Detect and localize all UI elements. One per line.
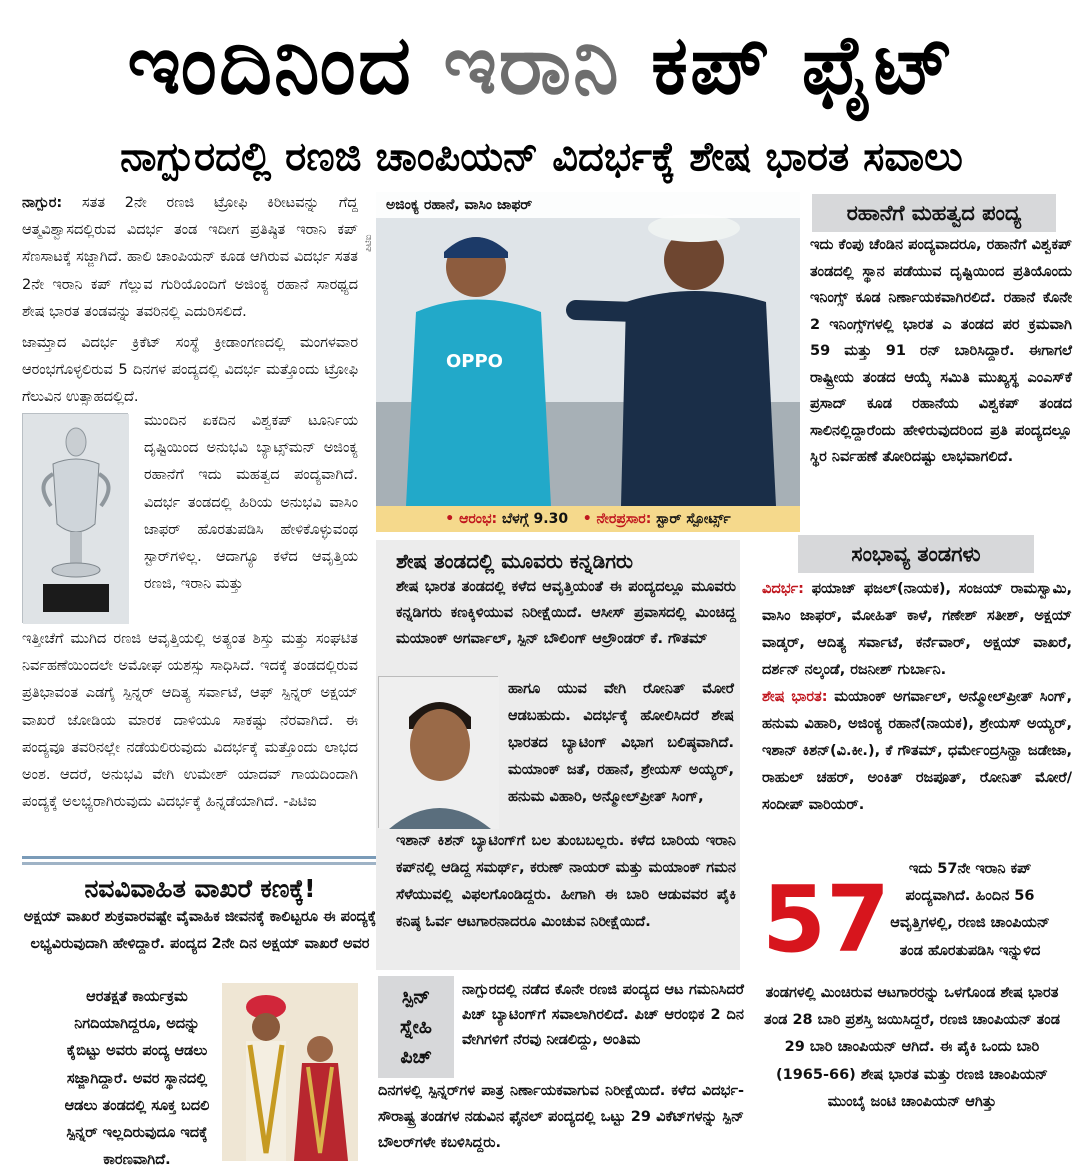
broadcast-label: • ನೇರಪ್ರಸಾರ: — [582, 511, 652, 527]
fact-text-top: ಇದು 57ನೇ ಇರಾನಿ ಕಪ್ ಪಂದ್ಯವಾಗಿದೆ. ಹಿಂದಿನ 56 ಆವೃತ್ತಿಗಳಲ್ಲಿ, ರಣಜಿ ಚಾಂಪಿಯನ್ ತಂಡ ಹೊರತುಪಡಿಸಿ ಇನ್ನುಳಿದ — [890, 861, 1050, 959]
shesha-text-1: ಶೇಷ ಭಾರತ ತಂಡದಲ್ಲಿ ಕಳೆದ ಆವೃತ್ತಿಯಂತೆ ಈ ಪಂದ್ಯದಲ್ಲೂ ಮೂವರು ಕನ್ನಡಿಗರು ಕಣಕ್ಕಿಳಿಯುವ ನಿರೀಕ್ಷೆಯಿದೆ. ಆಸೀಸ್ ಪ್ರವಾಸದಲ್ಲಿ ಮಿಂಚಿದ್ದ ಮಯಾಂಕ್ ಅಗರ್ವಾಲ್, ಸ್ಪಿನ್ ಬೌಲಿಂಗ್ ಆಲ್ರೌಂಡರ್ ಕೆ. ಗೌತಮ್ — [396, 579, 736, 647]
rahane-box-title: ರಹಾನೆಗೆ ಮಹತ್ವದ ಪಂದ್ಯ — [812, 194, 1056, 232]
shesha-label: ಶೇಷ ಭಾರತ: — [762, 689, 828, 705]
story-paragraph-2: ಜಾಮ್ತಾದ ವಿದರ್ಭ ಕ್ರಿಕೆಟ್ ಸಂಸ್ಥೆ ಕ್ರೀಡಾಂಗಣದಲ್ಲಿ ಮಂಗಳವಾರ ಆರಂಭಗೊಳ್ಳಲಿರುವ 5 ದಿನಗಳ ಪಂದ್ಯದಲ್ಲಿ ವಿದರ್ಭ ಮತ್ತೊಂದು ಟ್ರೋಫಿ ಗೆಲುವಿನ ಉತ್ಸಾಹದಲ್ಲಿದೆ. — [22, 335, 358, 406]
dateline: ನಾಗ್ಪುರ: — [22, 195, 63, 211]
vidarbha-players: ಫಯಾಜ್ ಫಜಲ್(ನಾಯಕ), ಸಂಜಯ್ ರಾಮಸ್ವಾಮಿ, ವಾಸಿಂ ಜಾಫರ್, ಮೋಹಿತ್ ಕಾಳೆ, ಗಣೇಶ್ ಸತೀಶ್, ಅಕ್ಷಯ್ ವಾಡ್ಕರ್, ಆದಿತ್ಯ ಸರ್ವಾಟೆ, ಕರ್ನೆವಾರ್, ಅಕ್ಷಯ್ ವಾಖರೆ, ದರ್ಶನ್ ನಲ್ಕಂಡೆ, ರಜನೀಶ್ ಗುರ್ಬಾನಿ. — [762, 581, 1072, 678]
spin-title-line3: ಪಿಚ್ — [400, 1046, 432, 1068]
spin-text-bottom: ದಿನಗಳಲ್ಲಿ ಸ್ಪಿನ್ನರ್‌ಗಳ ಪಾತ್ರ ನಿರ್ಣಾಯಕವಾಗುವ ನಿರೀಕ್ಷೆಯಿದೆ. ಕಳೆದ ವಿದರ್ಭ-ಸೌರಾಷ್ಟ್ರ ತಂಡಗಳ ನಡುವಿನ ಫೈನಲ್ ಪಂದ್ಯದಲ್ಲಿ ಒಟ್ಟು 29 ವಿಕೆಟ್‌ಗಳನ್ನು ಸ್ಪಿನ್ ಬೌಲರ್‌ಗಳೇ ಕಬಳಿಸಿದ್ದರು. — [378, 1083, 744, 1151]
main-story-intro — [22, 190, 358, 414]
spin-title-line2: ಸ್ನೇಹಿ — [400, 1016, 432, 1038]
wedding-couple-icon — [222, 983, 358, 1161]
trophy-photo — [22, 413, 128, 623]
spin-pitch-title — [378, 976, 454, 1078]
match-info-strip — [376, 506, 800, 532]
vidarbha-label: ವಿದರ್ಭ: — [762, 581, 804, 597]
headline-part3: ಕಪ್ ಫೈಟ್ — [651, 18, 956, 113]
main-photo — [376, 192, 800, 506]
shesha-box-title: ಶೇಷ ತಂಡದಲ್ಲಿ ಮೂವರು ಕನ್ನಡಿಗರು — [396, 549, 633, 573]
players-photo-icon — [376, 192, 800, 506]
wedding-text-1: ಅಕ್ಷಯ್ ವಾಖರೆ ಶುಕ್ರವಾರವಷ್ಟೇ ವೈವಾಹಿಕ ಜೀವನಕ್ಕೆ ಕಾಲಿಟ್ಟರೂ ಈ ಪಂದ್ಯಕ್ಕೆ ಲಭ್ಯವಿರುವುದಾಗಿ ಹೇಳಿದ್ದಾರೆ. ಪಂದ್ಯದ 2ನೇ ದಿನ ಅಕ್ಷಯ್ ವಾಖರೆ ಅವರ — [23, 909, 377, 953]
broadcast-value: ಸ್ಟಾರ್ ಸ್ಪೋರ್ಟ್ಸ್ — [656, 511, 731, 527]
probable-teams-title: ಸಂಭಾವ್ಯ ತಂಡಗಳು — [798, 535, 1034, 573]
rahane-box-text: ಇದು ಕೆಂಪು ಚೆಂಡಿನ ಪಂದ್ಯವಾದರೂ, ರಹಾನೆಗೆ ವಿಶ್ವಕಪ್ ತಂಡದಲ್ಲಿ ಸ್ಥಾನ ಪಡೆಯುವ ದೃಷ್ಟಿಯಿಂದ ಪ್ರತಿಯೊಂದು ಇನಿಂಗ್ಸ್ ಕೂಡ ನಿರ್ಣಾಯಕವಾಗಿರಲಿದೆ. ರಹಾನೆ ಕೊನೇ 2 ಇನಿಂಗ್ಸ್‌ಗಳಲ್ಲಿ ಭಾರತ ಎ ತಂಡದ ಪರ ಕ್ರಮವಾಗಿ 59 ಮತ್ತು 91 ರನ್ ಬಾರಿಸಿದ್ದಾರೆ. ಈಗಾಗಲೆ ರಾಷ್ಟ್ರೀಯ ತಂಡದ ಆಯ್ಕೆ ಸಮಿತಿ ಮುಖ್ಯಸ್ಥ ಎಂಎಸ್‌ಕೆ ಪ್ರಸಾದ್ ಕೂಡ ರಹಾನೆಯ ವಿಶ್ವಕಪ್ ತಂಡದ ಸಾಲಿನಲ್ಲಿದ್ದಾರೆಂದು ಹೇಳಿರುವುದರಿಂದ ಪ್ರತಿ ಪಂದ್ಯದಲ್ಲೂ ಸ್ಥಿರ ನಿರ್ವಹಣೆ ತೋರಿದಷ್ಟು ಲಾಭವಾಗಲಿದೆ. — [810, 237, 1072, 465]
section-divider — [22, 856, 378, 859]
wedding-text-2: ಆರತಕ್ಷತೆ ಕಾರ್ಯಕ್ರಮ ನಿಗದಿಯಾಗಿದ್ದರೂ, ಅದನ್ನು ಕೈಬಿಟ್ಟು ಅವರು ಪಂದ್ಯ ಆಡಲು ಸಜ್ಜಾಗಿದ್ದಾರೆ. ಅವರ ಸ್ಥಾನದಲ್ಲಿ ಆಡಲು ತಂಡದಲ್ಲಿ ಸೂಕ್ತ ಬದಲಿ ಸ್ಪಿನ್ನರ್ ಇಲ್ಲದಿರುವುದೂ ಇದಕ್ಕೆ ಕಾರಣವಾಗಿದೆ. — [64, 989, 210, 1169]
main-headline — [0, 6, 1083, 126]
photo-credit: ಪಿಟಿಐ — [364, 234, 374, 252]
start-value: ಬೆಳಗ್ಗೆ 9.30 — [502, 511, 569, 527]
story-paragraph-1: ಸತತ 2ನೇ ರಣಜಿ ಟ್ರೋಫಿ ಕಿರೀಟವನ್ನು ಗೆದ್ದ ಆತ್ಮವಿಶ್ವಾಸದಲ್ಲಿರುವ ವಿದರ್ಭ ತಂಡ ಇದೀಗ ಪ್ರತಿಷ್ಠಿತ ಇರಾನಿ ಕಪ್ ಸೆಣಸಾಟಕ್ಕೆ ಸಜ್ಜಾಗಿದೆ. ಹಾಲಿ ಚಾಂಪಿಯನ್ ಕೂಡ ಆಗಿರುವ ವಿದರ್ಭ ಸತತ 2ನೇ ಇರಾನಿ ಕಪ್ ಗೆಲ್ಲುವ ಗುರಿಯೊಂದಿಗೆ ಅಜಿಂಕ್ಯ ರಹಾನೆ ಸಾರಥ್ಯದ ಶೇಷ ಭಾರತ ತಂಡವನ್ನು ತವರಿನಲ್ಲಿ ಎದುರಿಸಲಿದೆ. — [22, 195, 358, 320]
spin-title-line1: ಸ್ಪಿನ್ — [401, 986, 431, 1008]
wedding-box-title: ನವವಿವಾಹಿತ ವಾಖರೆ ಕಣಕ್ಕೆ! — [22, 862, 378, 910]
player-portrait-icon — [379, 677, 499, 829]
sub-headline: ನಾಗ್ಪುರದಲ್ಲಿ ರಣಜಿ ಚಾಂಪಿಯನ್ ವಿದರ್ಭಕ್ಕೆ ಶೇಷ ಭಾರತ ಸವಾಲು — [120, 134, 963, 180]
jersey-text: OPPO — [446, 351, 503, 372]
fact-number: 57 — [762, 866, 891, 973]
shesha-text-3: ಇಶಾನ್ ಕಿಶನ್ ಬ್ಯಾಟಿಂಗ್‌ಗೆ ಬಲ ತುಂಬಬಲ್ಲರು. ಕಳೆದ ಬಾರಿಯ ಇರಾನಿ ಕಪ್‌ನಲ್ಲಿ ಆಡಿದ್ದ ಸಮರ್ಥ್, ಕರುಣ್ ನಾಯರ್ ಮತ್ತು ಮಯಾಂಕ್ ಗಮನ ಸೆಳೆಯುವಲ್ಲಿ ವಿಫಲಗೊಂಡಿದ್ದರು. ಹೀಗಾಗಿ ಈ ಬಾರಿ ಆಡುವವರ ಪೈಕಿ ಕನಿಷ್ಠ ಓರ್ವ ಆಟಗಾರನಾದರೂ ಮಿಂಚುವ ನಿರೀಕ್ಷೆಯಿದೆ. — [396, 833, 736, 930]
headline-part2: ಇರಾನಿ — [443, 18, 621, 113]
spin-text-top: ನಾಗ್ಪುರದಲ್ಲಿ ನಡೆದ ಕೊನೇ ರಣಜಿ ಪಂದ್ಯದ ಆಟ ಗಮನಿಸಿದರೆ ಪಿಚ್ ಬ್ಯಾಟಿಂಗ್‌ಗೆ ಸವಾಲಾಗಿರಲಿದೆ. ಪಿಚ್ ಆರಂಭಿಕ 2 ದಿನ ವೇಗಿಗಳಿಗೆ ನೆರವು ನೀಡಲಿದ್ದು, ಅಂತಿಮ — [462, 982, 744, 1048]
story-paragraph-3b: ಇತ್ತೀಚೆಗೆ ಮುಗಿದ ರಣಜಿ ಆವೃತ್ತಿಯಲ್ಲಿ ಅತ್ಯಂತ ಶಿಸ್ತು ಮತ್ತು ಸಂಘಟಿತ ನಿರ್ವಹಣೆಯಿಂದಲೇ ಅಮೋಘ ಯಶಸ್ಸು ಸಾಧಿಸಿದೆ. ಇದಕ್ಕೆ ತಂಡದಲ್ಲಿರುವ ಪ್ರತಿಭಾವಂತ ಎಡಗೈ ಸ್ಪಿನ್ನರ್ ಆದಿತ್ಯ ಸರ್ವಾಟೆ, ಆಫ್ ಸ್ಪಿನ್ನರ್ ಅಕ್ಷಯ್ ವಾಖರೆ ಜೋಡಿಯ ಮಾರಕ ದಾಳಿಯೂ ಸಾಕಷ್ಟು ನೆರವಾಗಿದೆ. ಈ ಪಂದ್ಯವೂ ತವರಿನಲ್ಲೇ ನಡೆಯಲಿರುವುದು ವಿದರ್ಭಕ್ಕೆ ಮತ್ತೊಂದು ಲಾಭದ ಅಂಶ. ಆದರೆ, ಅನುಭವಿ ವೇಗಿ ಉಮೇಶ್ ಯಾದವ್ ಗಾಯದಿಂದಾಗಿ ಪಂದ್ಯಕ್ಕೆ ಅಲಭ್ಯರಾಗಿರುವುದು ವಿದರ್ಭಕ್ಕೆ ಹಿನ್ನಡೆಯಾಗಿದೆ. -ಪಿಟಿಐ — [22, 631, 358, 811]
trophy-icon — [23, 414, 129, 624]
wedding-photo — [222, 983, 358, 1161]
story-paragraph-3a: ಮುಂದಿನ ಏಕದಿನ ವಿಶ್ವಕಪ್ ಟೂರ್ನಿಯ ದೃಷ್ಟಿಯಿಂದ ಅನುಭವಿ ಬ್ಯಾಟ್ಸ್‌ಮನ್ ಅಜಿಂಕ್ಯ ರಹಾನೆಗೆ ಇದು ಮಹತ್ವದ ಪಂದ್ಯವಾಗಿದೆ. ವಿದರ್ಭ ತಂಡದಲ್ಲಿ ಹಿರಿಯ ಅನುಭವಿ ವಾಸಿಂ ಜಾಫರ್ ಹೊರತುಪಡಿಸಿ ಹೇಳಿಕೊಳ್ಳುವಂಥ ಸ್ಟಾರ್‌ಗಳಿಲ್ಲ. ಆದಾಗ್ಯೂ ಕಳೆದ ಆವೃತ್ತಿಯ ರಣಜಿ, ಇರಾನಿ ಮತ್ತು — [144, 413, 358, 593]
photo-caption: ಅಜಿಂಕ್ಯ ರಹಾನೆ, ವಾಸಿಂ ಜಾಫರ್ — [376, 192, 800, 218]
shesha-text-2: ಹಾಗೂ ಯುವ ವೇಗಿ ರೋನಿತ್ ಮೋರೆ ಆಡಬಹುದು. ವಿದರ್ಭಕ್ಕೆ ಹೋಲಿಸಿದರೆ ಶೇಷ ಭಾರತದ ಬ್ಯಾಟಿಂಗ್ ವಿಭಾಗ ಬಲಿಷ್ಠವಾಗಿದೆ. ಮಯಾಂಕ್ ಜತೆ, ರಹಾನೆ, ಶ್ರೇಯಸ್ ಅಯ್ಯರ್, ಹನುಮ ವಿಹಾರಿ, ಅನ್ಮೋಲ್‌ಪ್ರೀತ್ ಸಿಂಗ್, — [508, 681, 734, 805]
headline-part1: ಇಂದಿನಿಂದ — [127, 18, 413, 113]
probable-teams-text — [762, 576, 1072, 850]
mayank-photo — [378, 676, 498, 828]
shesha-players: ಮಯಾಂಕ್ ಅಗರ್ವಾಲ್, ಅನ್ಮೋಲ್‌ಪ್ರೀತ್ ಸಿಂಗ್, ಹನುಮ ವಿಹಾರಿ, ಅಜಿಂಕ್ಯ ರಹಾನೆ(ನಾಯಕ), ಶ್ರೇಯಸ್ ಅಯ್ಯರ್, ಇಶಾನ್ ಕಿಶನ್(ವಿ.ಕೀ.), ಕೆ ಗೌತಮ್, ಧರ್ಮೇಂದ್ರಸಿನ್ಹಾ ಜಡೇಜಾ, ರಾಹುಲ್ ಚಹರ್, ಅಂಕಿತ್ ರಜಪೂತ್, ರೋನಿತ್ ಮೋರೆ/ಸಂದೀಪ್ ವಾರಿಯರ್. — [762, 689, 1072, 813]
start-label: • ಆರಂಭ: — [445, 511, 498, 527]
fact-text-bottom: ತಂಡಗಳಲ್ಲಿ ಮಿಂಚಿರುವ ಆಟಗಾರರನ್ನು ಒಳಗೊಂಡ ಶೇಷ ಭಾರತ ತಂಡ 28 ಬಾರಿ ಪ್ರಶಸ್ತಿ ಜಯಿಸಿದ್ದರೆ, ರಣಜಿ ಚಾಂಪಿಯನ್ ತಂಡ 29 ಬಾರಿ ಚಾಂಪಿಯನ್ ಆಗಿದೆ. ಈ ಪೈಕಿ ಒಂದು ಬಾರಿ (1965-66) ಶೇಷ ಭಾರತ ಮತ್ತು ರಣಜಿ ಚಾಂಪಿಯನ್ ಮುಂಬೈ ಜಂಟಿ ಚಾಂಪಿಯನ್ ಆಗಿತ್ತು — [764, 985, 1060, 1110]
